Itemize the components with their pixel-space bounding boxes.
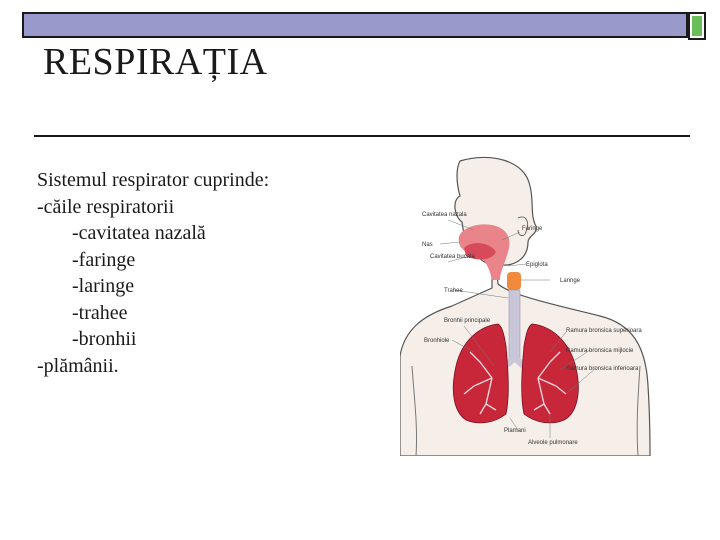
label-bronhiole: Bronhiole <box>424 338 450 344</box>
label-laringe: Laringe <box>560 278 581 284</box>
trachea <box>509 290 520 360</box>
body-line: -cavitatea nazală <box>72 222 206 244</box>
label-alveole-pulmonare: Alveole pulmonare <box>528 440 578 446</box>
label-cavitatea-bucala: Cavitatea bucala <box>430 254 475 260</box>
body-line: -căile respiratorii <box>37 195 175 218</box>
label-epiglota: Epiglota <box>526 262 548 268</box>
top-decor-box <box>688 12 706 40</box>
body-line: -trahee <box>72 301 128 324</box>
respiratory-system-illustration <box>400 156 652 456</box>
body-line: -laringe <box>72 275 135 297</box>
label-ramura-inferioara: Ramura bronsica inferioara <box>566 366 639 372</box>
larynx <box>507 272 521 290</box>
label-ramura-superioara: Ramura bronsica superioara <box>566 328 642 334</box>
title-divider <box>34 135 690 137</box>
label-plamani: Plamani <box>504 428 526 434</box>
body-line: Sistemul respirator cuprinde: <box>37 169 270 191</box>
body-line: -faringe <box>72 248 136 271</box>
label-cavitatea-nazala: Cavitatea nazala <box>422 212 467 218</box>
top-decor-box-fill <box>692 16 702 36</box>
slide-body <box>37 167 269 379</box>
label-ramura-mijlocie: Ramura bronsica mijlocie <box>566 348 634 354</box>
body-line: -bronhii <box>72 328 137 350</box>
label-nas: Nas <box>422 242 433 248</box>
anatomy-svg <box>400 156 652 456</box>
top-decor-bar <box>22 12 688 38</box>
label-bronhii-principale: Bronhii principale <box>444 318 491 324</box>
body-line: -plămânii. <box>37 354 119 377</box>
slide-title: RESPIRAȚIA <box>43 41 268 83</box>
label-trahee: Trahee <box>444 288 463 294</box>
label-faringe: Faringe <box>522 226 543 232</box>
